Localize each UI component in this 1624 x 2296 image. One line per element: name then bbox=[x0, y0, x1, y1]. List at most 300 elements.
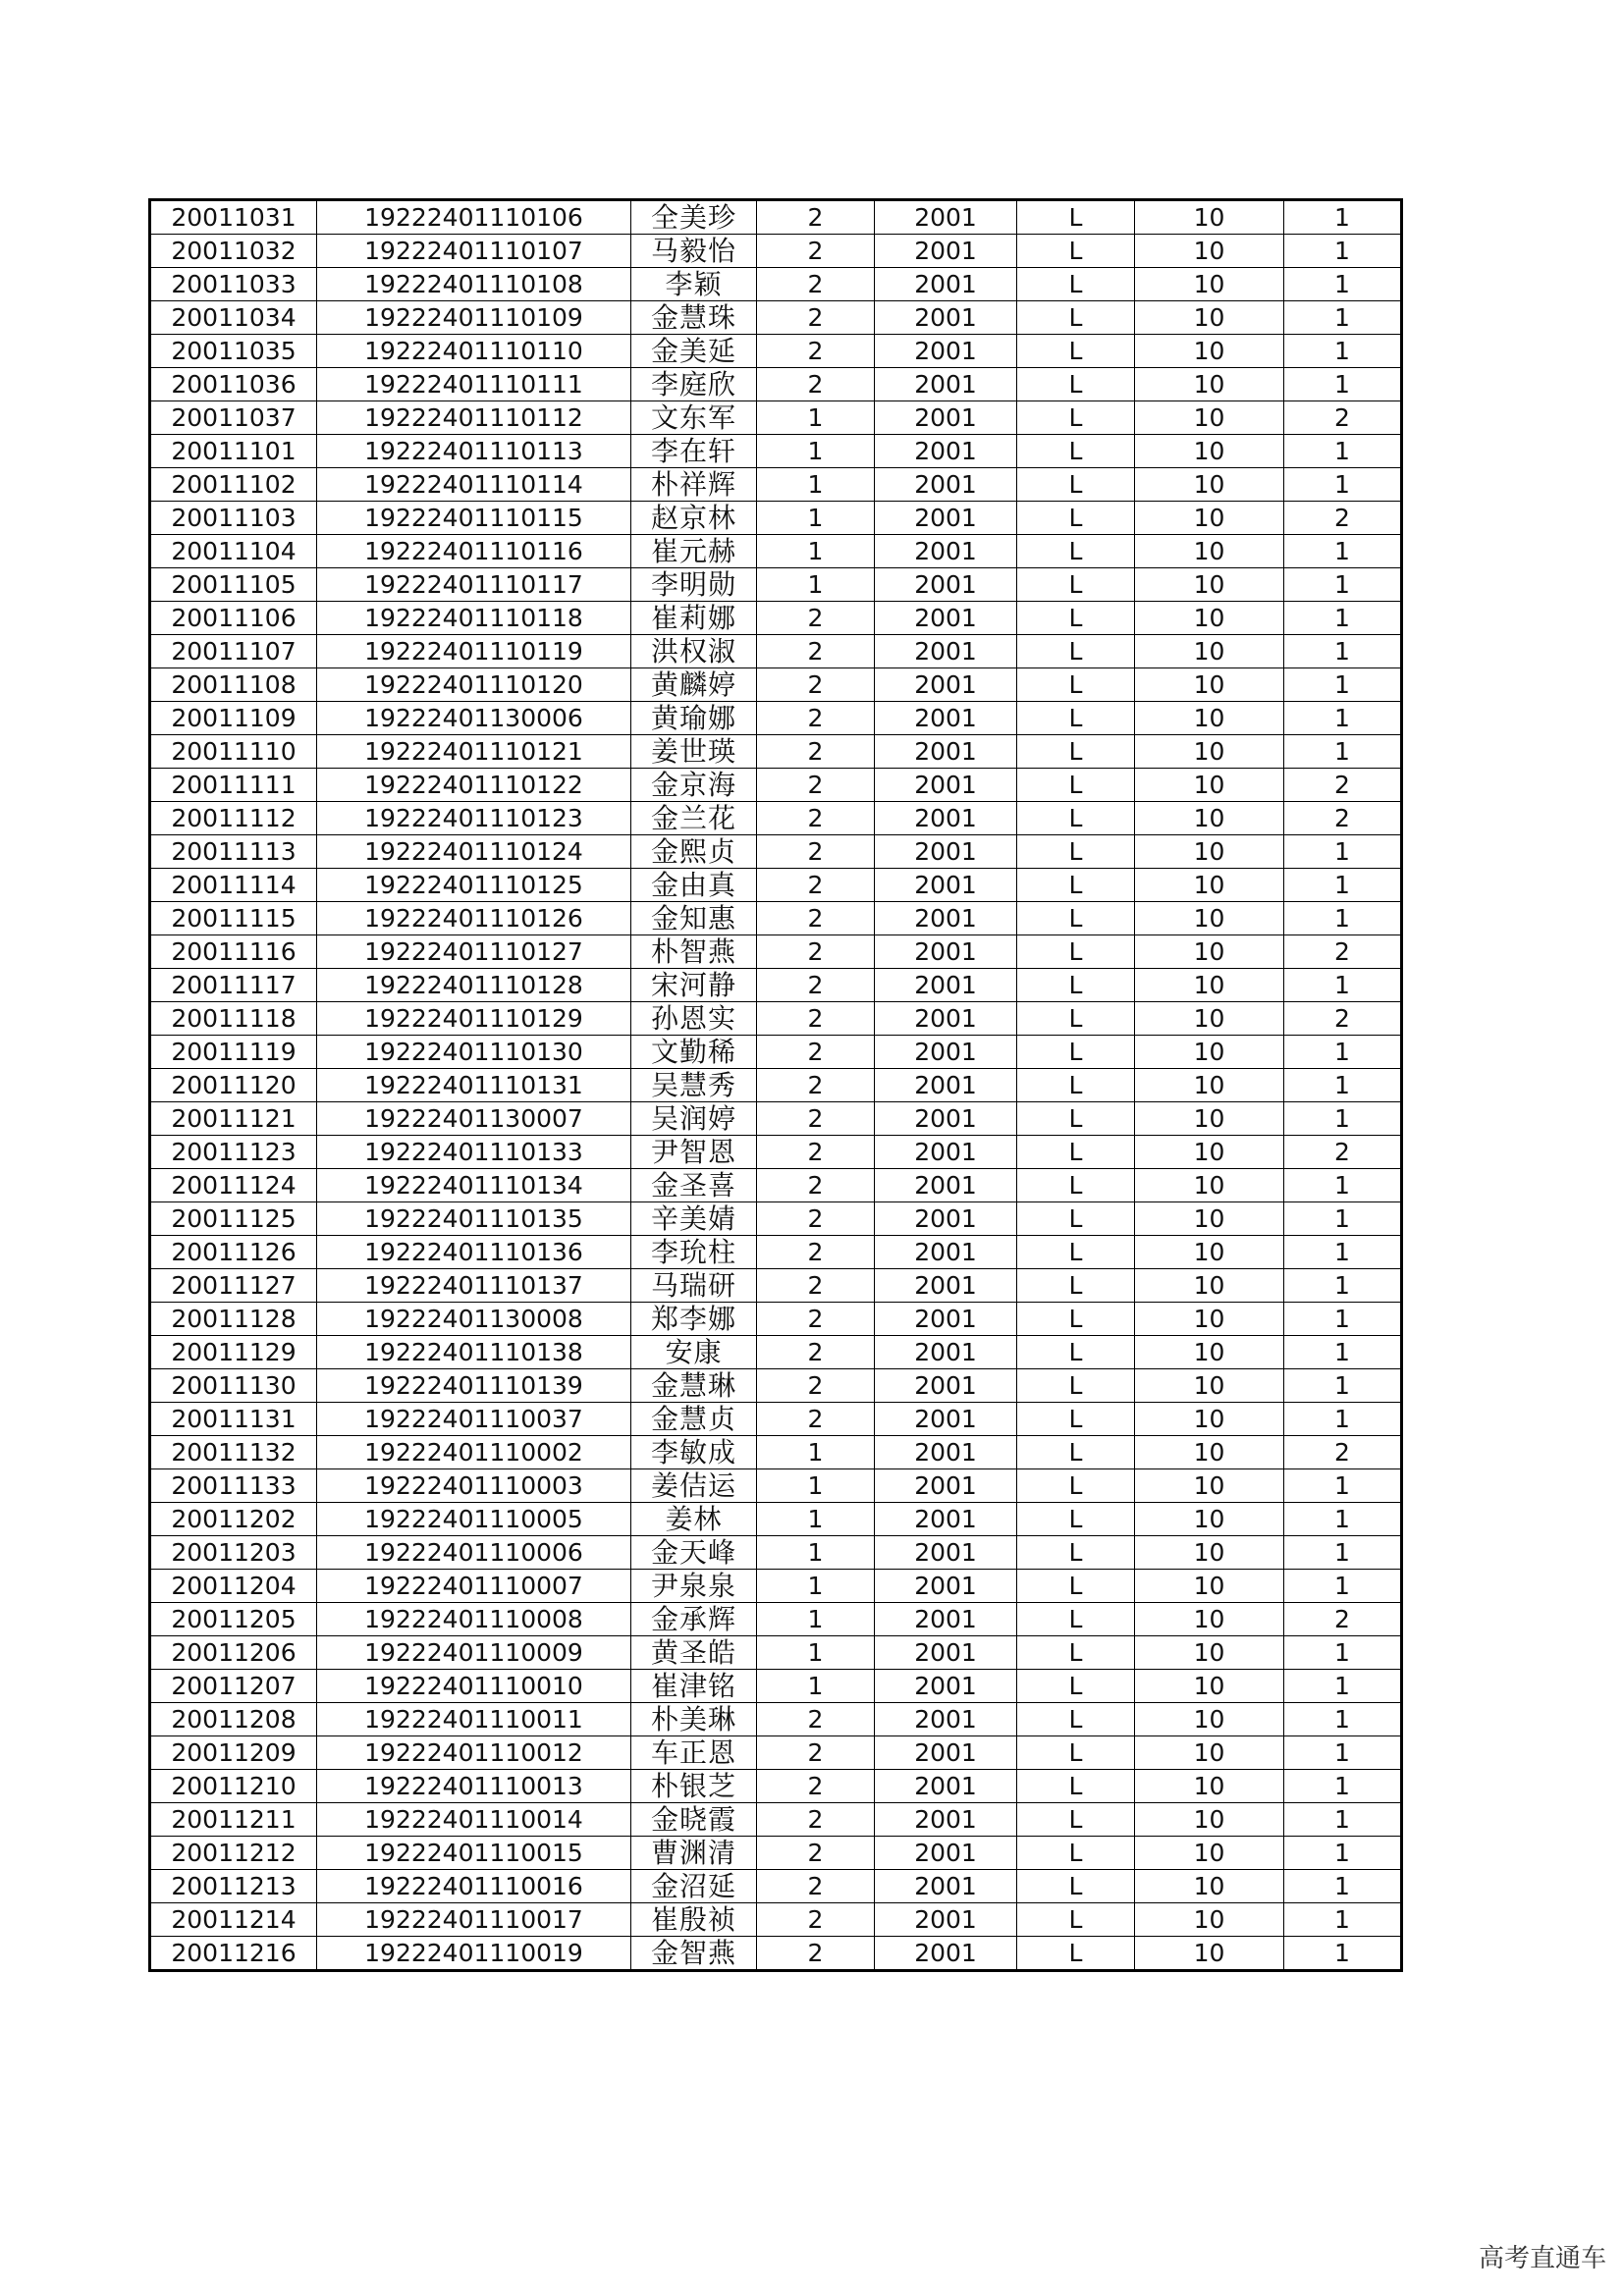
type-cell: L bbox=[1017, 1536, 1135, 1570]
name-cell: 安康 bbox=[631, 1336, 757, 1369]
student-id-cell: 19222401110120 bbox=[317, 668, 631, 702]
name-cell: 郑李娜 bbox=[631, 1303, 757, 1336]
code-cell: 2001 bbox=[875, 668, 1017, 702]
group-cell: 1 bbox=[1284, 1770, 1402, 1803]
gender-cell: 1 bbox=[757, 1469, 875, 1503]
group-cell: 2 bbox=[1284, 935, 1402, 969]
student-id-cell: 19222401110113 bbox=[317, 435, 631, 468]
group-cell: 1 bbox=[1284, 969, 1402, 1002]
score-cell: 10 bbox=[1135, 1636, 1284, 1670]
score-cell: 10 bbox=[1135, 935, 1284, 969]
exam-number-cell: 20011124 bbox=[150, 1169, 317, 1202]
table-row bbox=[150, 1536, 1402, 1570]
table-row bbox=[150, 1036, 1402, 1069]
code-cell: 2001 bbox=[875, 1536, 1017, 1570]
student-id-cell: 19222401110130 bbox=[317, 1036, 631, 1069]
type-cell: L bbox=[1017, 1403, 1135, 1436]
table-row bbox=[150, 368, 1402, 401]
type-cell: L bbox=[1017, 902, 1135, 935]
group-cell: 1 bbox=[1284, 668, 1402, 702]
exam-number-cell: 20011208 bbox=[150, 1703, 317, 1736]
student-id-cell: 19222401110106 bbox=[317, 200, 631, 235]
student-id-cell: 19222401110111 bbox=[317, 368, 631, 401]
exam-number-cell: 20011117 bbox=[150, 969, 317, 1002]
table-row bbox=[150, 1102, 1402, 1136]
score-cell: 10 bbox=[1135, 1169, 1284, 1202]
gender-cell: 2 bbox=[757, 1002, 875, 1036]
gender-cell: 1 bbox=[757, 535, 875, 568]
code-cell: 2001 bbox=[875, 1469, 1017, 1503]
group-cell: 2 bbox=[1284, 1002, 1402, 1036]
student-id-cell: 19222401110016 bbox=[317, 1870, 631, 1903]
table-row bbox=[150, 502, 1402, 535]
score-cell: 10 bbox=[1135, 1369, 1284, 1403]
student-id-cell: 19222401110137 bbox=[317, 1269, 631, 1303]
student-id-cell: 19222401110134 bbox=[317, 1169, 631, 1202]
code-cell: 2001 bbox=[875, 268, 1017, 301]
gender-cell: 1 bbox=[757, 502, 875, 535]
table-row bbox=[150, 1136, 1402, 1169]
gender-cell: 2 bbox=[757, 1069, 875, 1102]
table-row bbox=[150, 1903, 1402, 1937]
name-cell: 崔津铭 bbox=[631, 1670, 757, 1703]
group-cell: 1 bbox=[1284, 468, 1402, 502]
code-cell: 2001 bbox=[875, 535, 1017, 568]
gender-cell: 1 bbox=[757, 1436, 875, 1469]
name-cell: 崔莉娜 bbox=[631, 602, 757, 635]
exam-number-cell: 20011104 bbox=[150, 535, 317, 568]
gender-cell: 1 bbox=[757, 1503, 875, 1536]
group-cell: 1 bbox=[1284, 1903, 1402, 1937]
table-row bbox=[150, 1403, 1402, 1436]
exam-number-cell: 20011125 bbox=[150, 1202, 317, 1236]
type-cell: L bbox=[1017, 635, 1135, 668]
score-cell: 10 bbox=[1135, 1336, 1284, 1369]
score-cell: 10 bbox=[1135, 668, 1284, 702]
student-id-cell: 19222401110133 bbox=[317, 1136, 631, 1169]
name-cell: 朴银芝 bbox=[631, 1770, 757, 1803]
score-cell: 10 bbox=[1135, 1603, 1284, 1636]
code-cell: 2001 bbox=[875, 468, 1017, 502]
table-row bbox=[150, 635, 1402, 668]
exam-number-cell: 20011111 bbox=[150, 769, 317, 802]
group-cell: 1 bbox=[1284, 235, 1402, 268]
type-cell: L bbox=[1017, 1436, 1135, 1469]
exam-number-cell: 20011209 bbox=[150, 1736, 317, 1770]
type-cell: L bbox=[1017, 1503, 1135, 1536]
group-cell: 1 bbox=[1284, 335, 1402, 368]
type-cell: L bbox=[1017, 568, 1135, 602]
student-id-cell: 19222401110136 bbox=[317, 1236, 631, 1269]
type-cell: L bbox=[1017, 1570, 1135, 1603]
code-cell: 2001 bbox=[875, 1036, 1017, 1069]
gender-cell: 1 bbox=[757, 1636, 875, 1670]
group-cell: 1 bbox=[1284, 301, 1402, 335]
code-cell: 2001 bbox=[875, 1369, 1017, 1403]
gender-cell: 1 bbox=[757, 435, 875, 468]
code-cell: 2001 bbox=[875, 1603, 1017, 1636]
code-cell: 2001 bbox=[875, 902, 1017, 935]
group-cell: 1 bbox=[1284, 535, 1402, 568]
student-id-cell: 19222401110006 bbox=[317, 1536, 631, 1570]
name-cell: 文勤稀 bbox=[631, 1036, 757, 1069]
type-cell: L bbox=[1017, 1670, 1135, 1703]
exam-number-cell: 20011116 bbox=[150, 935, 317, 969]
table-row bbox=[150, 1703, 1402, 1736]
code-cell: 2001 bbox=[875, 401, 1017, 435]
type-cell: L bbox=[1017, 1837, 1135, 1870]
group-cell: 1 bbox=[1284, 1169, 1402, 1202]
score-cell: 10 bbox=[1135, 1803, 1284, 1837]
type-cell: L bbox=[1017, 268, 1135, 301]
table-row bbox=[150, 1803, 1402, 1837]
code-cell: 2001 bbox=[875, 1236, 1017, 1269]
exam-number-cell: 20011114 bbox=[150, 869, 317, 902]
table-row bbox=[150, 1236, 1402, 1269]
gender-cell: 2 bbox=[757, 935, 875, 969]
name-cell: 李玧柱 bbox=[631, 1236, 757, 1269]
gender-cell: 2 bbox=[757, 969, 875, 1002]
table-row bbox=[150, 1202, 1402, 1236]
group-cell: 1 bbox=[1284, 635, 1402, 668]
group-cell: 1 bbox=[1284, 1269, 1402, 1303]
exam-number-cell: 20011131 bbox=[150, 1403, 317, 1436]
exam-number-cell: 20011101 bbox=[150, 435, 317, 468]
gender-cell: 2 bbox=[757, 702, 875, 735]
name-cell: 赵京林 bbox=[631, 502, 757, 535]
score-cell: 10 bbox=[1135, 635, 1284, 668]
code-cell: 2001 bbox=[875, 602, 1017, 635]
code-cell: 2001 bbox=[875, 1670, 1017, 1703]
table-row bbox=[150, 735, 1402, 769]
code-cell: 2001 bbox=[875, 702, 1017, 735]
score-cell: 10 bbox=[1135, 535, 1284, 568]
table-row bbox=[150, 769, 1402, 802]
name-cell: 辛美婧 bbox=[631, 1202, 757, 1236]
gender-cell: 2 bbox=[757, 635, 875, 668]
type-cell: L bbox=[1017, 1202, 1135, 1236]
code-cell: 2001 bbox=[875, 869, 1017, 902]
gender-cell: 2 bbox=[757, 1837, 875, 1870]
table-row bbox=[150, 401, 1402, 435]
group-cell: 2 bbox=[1284, 1136, 1402, 1169]
score-cell: 10 bbox=[1135, 1036, 1284, 1069]
table-row bbox=[150, 1336, 1402, 1369]
type-cell: L bbox=[1017, 301, 1135, 335]
gender-cell: 2 bbox=[757, 769, 875, 802]
name-cell: 吴慧秀 bbox=[631, 1069, 757, 1102]
score-cell: 10 bbox=[1135, 1536, 1284, 1570]
table-row bbox=[150, 869, 1402, 902]
gender-cell: 2 bbox=[757, 1169, 875, 1202]
type-cell: L bbox=[1017, 1069, 1135, 1102]
gender-cell: 2 bbox=[757, 735, 875, 769]
type-cell: L bbox=[1017, 802, 1135, 835]
gender-cell: 2 bbox=[757, 1269, 875, 1303]
name-cell: 李颖 bbox=[631, 268, 757, 301]
gender-cell: 2 bbox=[757, 668, 875, 702]
student-id-cell: 19222401110110 bbox=[317, 335, 631, 368]
student-id-cell: 19222401110115 bbox=[317, 502, 631, 535]
group-cell: 1 bbox=[1284, 1236, 1402, 1269]
type-cell: L bbox=[1017, 335, 1135, 368]
student-id-cell: 19222401110123 bbox=[317, 802, 631, 835]
type-cell: L bbox=[1017, 1036, 1135, 1069]
table-row bbox=[150, 535, 1402, 568]
score-cell: 10 bbox=[1135, 235, 1284, 268]
type-cell: L bbox=[1017, 702, 1135, 735]
exam-number-cell: 20011037 bbox=[150, 401, 317, 435]
exam-number-cell: 20011132 bbox=[150, 1436, 317, 1469]
gender-cell: 2 bbox=[757, 869, 875, 902]
group-cell: 1 bbox=[1284, 1403, 1402, 1436]
group-cell: 2 bbox=[1284, 1436, 1402, 1469]
exam-number-cell: 20011126 bbox=[150, 1236, 317, 1269]
name-cell: 金承辉 bbox=[631, 1603, 757, 1636]
exam-number-cell: 20011205 bbox=[150, 1603, 317, 1636]
exam-number-cell: 20011213 bbox=[150, 1870, 317, 1903]
code-cell: 2001 bbox=[875, 735, 1017, 769]
name-cell: 马瑞研 bbox=[631, 1269, 757, 1303]
gender-cell: 1 bbox=[757, 1670, 875, 1703]
gender-cell: 2 bbox=[757, 1770, 875, 1803]
score-cell: 10 bbox=[1135, 1570, 1284, 1603]
table-row bbox=[150, 969, 1402, 1002]
data-table bbox=[148, 198, 1403, 1972]
name-cell: 金由真 bbox=[631, 869, 757, 902]
student-id-cell: 19222401110114 bbox=[317, 468, 631, 502]
type-cell: L bbox=[1017, 935, 1135, 969]
group-cell: 1 bbox=[1284, 869, 1402, 902]
code-cell: 2001 bbox=[875, 368, 1017, 401]
score-cell: 10 bbox=[1135, 1503, 1284, 1536]
score-cell: 10 bbox=[1135, 568, 1284, 602]
score-cell: 10 bbox=[1135, 602, 1284, 635]
gender-cell: 2 bbox=[757, 200, 875, 235]
exam-number-cell: 20011033 bbox=[150, 268, 317, 301]
type-cell: L bbox=[1017, 1369, 1135, 1403]
code-cell: 2001 bbox=[875, 1269, 1017, 1303]
group-cell: 1 bbox=[1284, 568, 1402, 602]
group-cell: 1 bbox=[1284, 1503, 1402, 1536]
table-row bbox=[150, 1503, 1402, 1536]
group-cell: 2 bbox=[1284, 769, 1402, 802]
student-id-cell: 19222401110129 bbox=[317, 1002, 631, 1036]
gender-cell: 2 bbox=[757, 1202, 875, 1236]
type-cell: L bbox=[1017, 1803, 1135, 1837]
name-cell: 李明勋 bbox=[631, 568, 757, 602]
gender-cell: 2 bbox=[757, 1369, 875, 1403]
name-cell: 李庭欣 bbox=[631, 368, 757, 401]
name-cell: 金熙贞 bbox=[631, 835, 757, 869]
code-cell: 2001 bbox=[875, 1570, 1017, 1603]
type-cell: L bbox=[1017, 668, 1135, 702]
group-cell: 1 bbox=[1284, 368, 1402, 401]
group-cell: 1 bbox=[1284, 1937, 1402, 1971]
exam-number-cell: 20011032 bbox=[150, 235, 317, 268]
exam-number-cell: 20011214 bbox=[150, 1903, 317, 1937]
group-cell: 1 bbox=[1284, 1636, 1402, 1670]
score-cell: 10 bbox=[1135, 902, 1284, 935]
score-cell: 10 bbox=[1135, 1136, 1284, 1169]
code-cell: 2001 bbox=[875, 1002, 1017, 1036]
table-row bbox=[150, 235, 1402, 268]
exam-number-cell: 20011216 bbox=[150, 1937, 317, 1971]
name-cell: 姜林 bbox=[631, 1503, 757, 1536]
table-row bbox=[150, 1670, 1402, 1703]
score-cell: 10 bbox=[1135, 1903, 1284, 1937]
exam-number-cell: 20011120 bbox=[150, 1069, 317, 1102]
gender-cell: 2 bbox=[757, 1903, 875, 1937]
group-cell: 1 bbox=[1284, 702, 1402, 735]
student-id-cell: 19222401110126 bbox=[317, 902, 631, 935]
score-cell: 10 bbox=[1135, 435, 1284, 468]
gender-cell: 2 bbox=[757, 602, 875, 635]
exam-number-cell: 20011128 bbox=[150, 1303, 317, 1336]
table-row bbox=[150, 1469, 1402, 1503]
student-id-cell: 19222401110116 bbox=[317, 535, 631, 568]
score-cell: 10 bbox=[1135, 1403, 1284, 1436]
exam-number-cell: 20011202 bbox=[150, 1503, 317, 1536]
exam-number-cell: 20011035 bbox=[150, 335, 317, 368]
group-cell: 1 bbox=[1284, 1102, 1402, 1136]
gender-cell: 2 bbox=[757, 335, 875, 368]
type-cell: L bbox=[1017, 200, 1135, 235]
name-cell: 马毅怡 bbox=[631, 235, 757, 268]
group-cell: 1 bbox=[1284, 1570, 1402, 1603]
group-cell: 1 bbox=[1284, 1036, 1402, 1069]
code-cell: 2001 bbox=[875, 1770, 1017, 1803]
name-cell: 李在轩 bbox=[631, 435, 757, 468]
exam-number-cell: 20011034 bbox=[150, 301, 317, 335]
group-cell: 1 bbox=[1284, 268, 1402, 301]
table-row bbox=[150, 1269, 1402, 1303]
gender-cell: 1 bbox=[757, 568, 875, 602]
name-cell: 金兰花 bbox=[631, 802, 757, 835]
code-cell: 2001 bbox=[875, 1336, 1017, 1369]
name-cell: 全美珍 bbox=[631, 200, 757, 235]
gender-cell: 2 bbox=[757, 835, 875, 869]
student-id-cell: 19222401110112 bbox=[317, 401, 631, 435]
group-cell: 1 bbox=[1284, 1670, 1402, 1703]
type-cell: L bbox=[1017, 535, 1135, 568]
student-id-cell: 19222401110019 bbox=[317, 1937, 631, 1971]
student-id-cell: 19222401110107 bbox=[317, 235, 631, 268]
group-cell: 1 bbox=[1284, 1069, 1402, 1102]
group-cell: 1 bbox=[1284, 1703, 1402, 1736]
name-cell: 黄瑜娜 bbox=[631, 702, 757, 735]
student-id-cell: 19222401110138 bbox=[317, 1336, 631, 1369]
code-cell: 2001 bbox=[875, 1436, 1017, 1469]
name-cell: 尹智恩 bbox=[631, 1136, 757, 1169]
group-cell: 1 bbox=[1284, 1803, 1402, 1837]
type-cell: L bbox=[1017, 1169, 1135, 1202]
code-cell: 2001 bbox=[875, 1303, 1017, 1336]
score-cell: 10 bbox=[1135, 1736, 1284, 1770]
group-cell: 1 bbox=[1284, 1303, 1402, 1336]
score-cell: 10 bbox=[1135, 268, 1284, 301]
exam-number-cell: 20011204 bbox=[150, 1570, 317, 1603]
group-cell: 1 bbox=[1284, 1469, 1402, 1503]
type-cell: L bbox=[1017, 1469, 1135, 1503]
student-id-cell: 19222401110122 bbox=[317, 769, 631, 802]
watermark-text: 高考直通车 bbox=[1478, 2244, 1606, 2273]
name-cell: 文东军 bbox=[631, 401, 757, 435]
code-cell: 2001 bbox=[875, 1870, 1017, 1903]
group-cell: 1 bbox=[1284, 1202, 1402, 1236]
exam-number-cell: 20011123 bbox=[150, 1136, 317, 1169]
table-row bbox=[150, 1303, 1402, 1336]
code-cell: 2001 bbox=[875, 200, 1017, 235]
name-cell: 朴美琳 bbox=[631, 1703, 757, 1736]
type-cell: L bbox=[1017, 1269, 1135, 1303]
student-id-cell: 19222401110135 bbox=[317, 1202, 631, 1236]
score-cell: 10 bbox=[1135, 1002, 1284, 1036]
code-cell: 2001 bbox=[875, 435, 1017, 468]
type-cell: L bbox=[1017, 1236, 1135, 1269]
group-cell: 2 bbox=[1284, 1603, 1402, 1636]
table-row bbox=[150, 1069, 1402, 1102]
code-cell: 2001 bbox=[875, 1169, 1017, 1202]
student-id-cell: 19222401130007 bbox=[317, 1102, 631, 1136]
name-cell: 金知惠 bbox=[631, 902, 757, 935]
score-cell: 10 bbox=[1135, 1436, 1284, 1469]
gender-cell: 2 bbox=[757, 1703, 875, 1736]
group-cell: 1 bbox=[1284, 1369, 1402, 1403]
name-cell: 金智燕 bbox=[631, 1937, 757, 1971]
name-cell: 金沼延 bbox=[631, 1870, 757, 1903]
table-row bbox=[150, 1736, 1402, 1770]
code-cell: 2001 bbox=[875, 1736, 1017, 1770]
score-cell: 10 bbox=[1135, 1870, 1284, 1903]
student-id-cell: 19222401110127 bbox=[317, 935, 631, 969]
table-row bbox=[150, 835, 1402, 869]
type-cell: L bbox=[1017, 1870, 1135, 1903]
table-row bbox=[150, 1937, 1402, 1971]
type-cell: L bbox=[1017, 869, 1135, 902]
gender-cell: 2 bbox=[757, 1736, 875, 1770]
table-row bbox=[150, 935, 1402, 969]
group-cell: 2 bbox=[1284, 502, 1402, 535]
code-cell: 2001 bbox=[875, 969, 1017, 1002]
exam-number-cell: 20011121 bbox=[150, 1102, 317, 1136]
table-row bbox=[150, 268, 1402, 301]
code-cell: 2001 bbox=[875, 835, 1017, 869]
table-row bbox=[150, 1169, 1402, 1202]
student-id-cell: 19222401110015 bbox=[317, 1837, 631, 1870]
type-cell: L bbox=[1017, 235, 1135, 268]
name-cell: 朴智燕 bbox=[631, 935, 757, 969]
name-cell: 洪权淑 bbox=[631, 635, 757, 668]
code-cell: 2001 bbox=[875, 1202, 1017, 1236]
code-cell: 2001 bbox=[875, 802, 1017, 835]
table-row bbox=[150, 1603, 1402, 1636]
score-cell: 10 bbox=[1135, 969, 1284, 1002]
code-cell: 2001 bbox=[875, 502, 1017, 535]
exam-number-cell: 20011031 bbox=[150, 200, 317, 235]
student-id-cell: 19222401110128 bbox=[317, 969, 631, 1002]
exam-number-cell: 20011115 bbox=[150, 902, 317, 935]
table-row bbox=[150, 668, 1402, 702]
name-cell: 黄圣皓 bbox=[631, 1636, 757, 1670]
exam-number-cell: 20011203 bbox=[150, 1536, 317, 1570]
table-row bbox=[150, 1636, 1402, 1670]
type-cell: L bbox=[1017, 835, 1135, 869]
code-cell: 2001 bbox=[875, 1069, 1017, 1102]
name-cell: 金慧珠 bbox=[631, 301, 757, 335]
student-id-cell: 19222401110003 bbox=[317, 1469, 631, 1503]
name-cell: 朴祥辉 bbox=[631, 468, 757, 502]
